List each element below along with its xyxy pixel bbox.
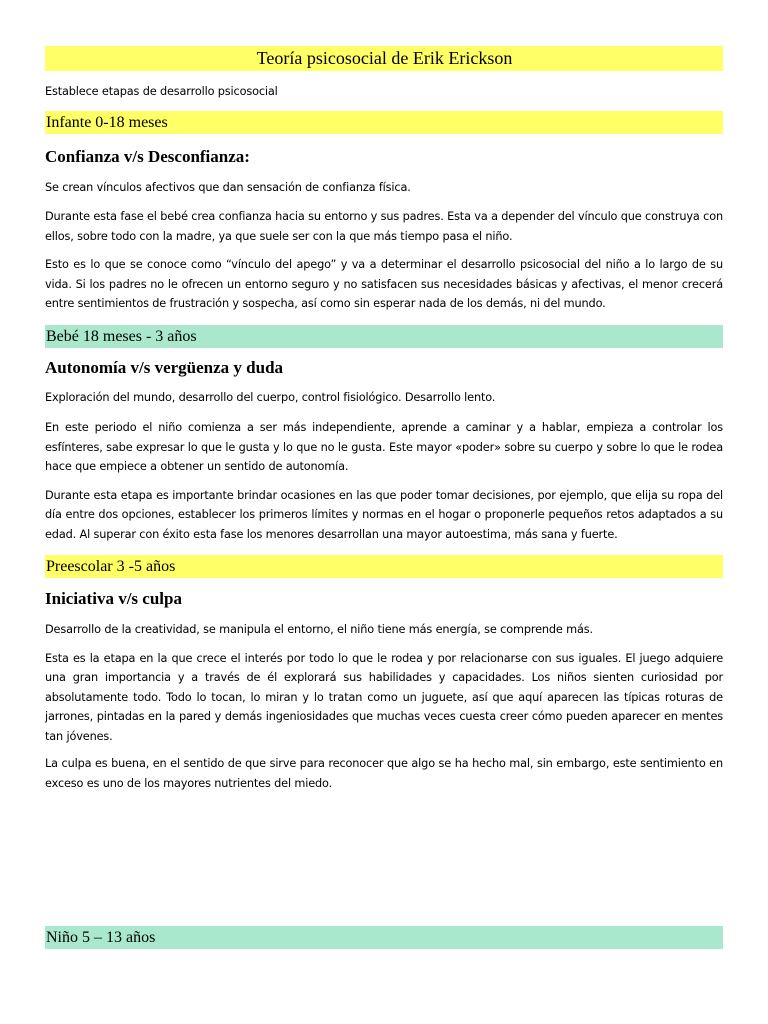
stage-banner-bebe: Bebé 18 meses - 3 años <box>45 325 723 348</box>
stage-paragraph: Durante esta etapa es importante brindar ocasiones en las que poder tomar decisiones, por ejemplo, que elija su ropa del día entre dos opciones, establecer los primeros límites y normas en el hogar o proponerle pequeños retos adaptados a su edad. Al superar con éxito esta fase los menores desarrollan una mayor autoestima, más sana y fuerte. <box>45 488 723 541</box>
stage-paragraph: En este periodo el niño comienza a ser más independiente, aprende a caminar y a hablar, empieza a controlar los esfínteres, sabe expresar lo que le gusta y lo que no le gusta. Este mayor «poder» sobre su cuerpo y sobre lo que le rodea hace que empiece a obtener un sentido de autonomía. <box>45 421 723 473</box>
stage-heading-autonomia: Autonomía v/s vergüenza y duda <box>45 357 284 377</box>
intro-text: Establece etapas de desarrollo psicosocial <box>45 85 278 98</box>
stage-summary: Se crean vínculos afectivos que dan sensación de confianza física. <box>45 180 411 194</box>
stage-paragraph: La culpa es buena, en el sentido de que sirve para reconocer que algo se ha hecho mal, sin embargo, este sentimiento en exceso es uno de los mayores nutrientes del miedo. <box>45 757 723 790</box>
stage-banner-infante: Infante 0-18 meses <box>45 111 723 134</box>
stage-paragraph: Durante esta fase el bebé crea confianza hacia su entorno y sus padres. Esta va a depender del vínculo que construya con ellos, sobre todo con la madre, ya que suele ser con la que más tiempo pasa el niño. <box>45 210 723 243</box>
stage-paragraph: Esto es lo que se conoce como “vínculo del apego” y va a determinar el desarrollo psicosocial del niño a lo largo de su vida. Si los padres no le ofrecen un entorno seguro y no satisfacen sus necesidades básicas y afectivas, el menor crecerá entre sentimientos de frustración y sospecha, así como sin esperar nada de los demás, ni del mundo. <box>45 258 723 310</box>
stage-heading-iniciativa: Iniciativa v/s culpa <box>45 589 182 608</box>
stage-banner-nino: Niño 5 – 13 años <box>45 926 723 949</box>
document-page <box>45 46 723 793</box>
stage-paragraph: Esta es la etapa en la que crece el interés por todo lo que le rodea y por relacionarse con sus iguales. El juego adquiere una gran importancia y a través de él explorará sus habilidades y capacidades. Los niños sienten curiosidad por absolutamente todo. Todo lo tocan, lo miran y lo tratan como un juguete, así que aquí aparecen las típicas roturas de jarrones, pintadas en la pared y demás ingeniosidades que muchas veces cuesta creer cómo pueden aparecer en mentes tan jóvenes. <box>45 651 723 743</box>
stage-summary: Exploración del mundo, desarrollo del cuerpo, control fisiológico. Desarrollo lento. <box>45 390 496 404</box>
stage-summary: Desarrollo de la creatividad, se manipula el entorno, el niño tiene más energía, se comprende más. <box>45 623 593 636</box>
document-title: Teoría psicosocial de Erik Erickson <box>45 46 723 71</box>
stage-heading-confianza: Confianza v/s Desconfianza: <box>45 146 250 166</box>
stage-banner-preescolar: Preescolar 3 -5 años <box>45 555 723 578</box>
